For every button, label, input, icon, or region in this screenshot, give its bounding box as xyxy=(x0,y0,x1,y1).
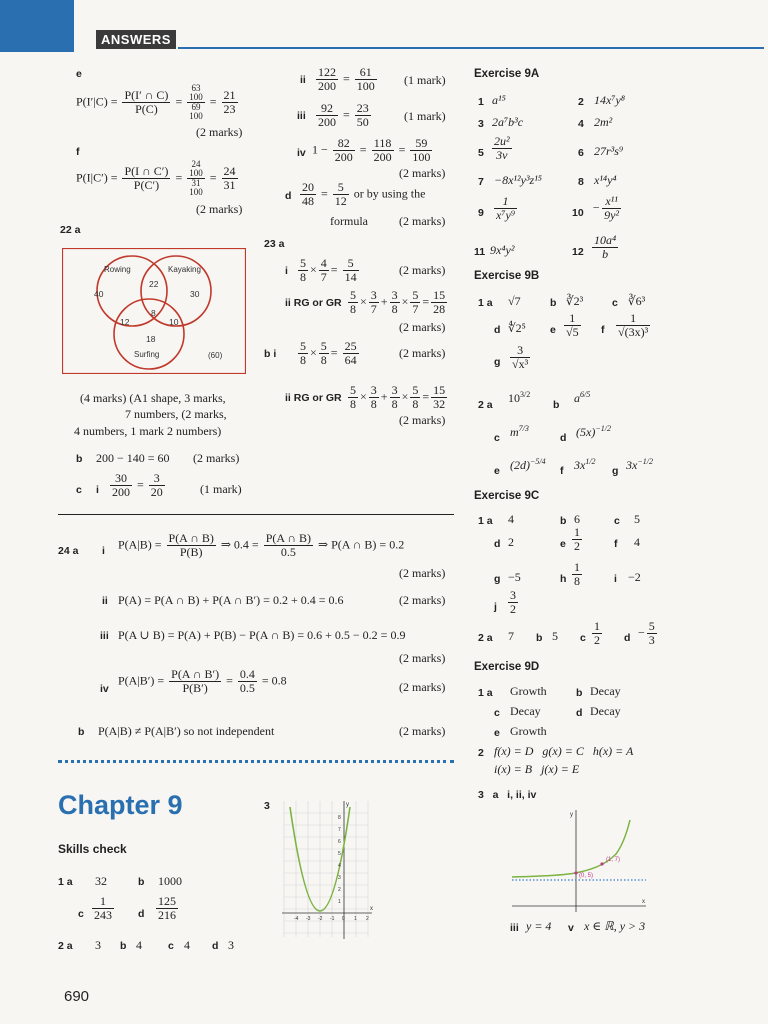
ex9b-q2f-label: f xyxy=(560,465,564,477)
skills-q2d: 3 xyxy=(228,938,234,952)
skills-q1d-label: d xyxy=(138,908,145,920)
q22ci-marks: (1 mark) xyxy=(200,482,242,496)
q21e-expression: P(I′|C) = $\frac{P(I' \cap C)}{P(C)}$ = 63 100 69 100 = $\frac{21}{23}$ xyxy=(76,83,236,121)
q22b-marks: (2 marks) xyxy=(193,451,240,465)
ex9b-q1f: $\frac{1}{\text{√(3x)³}}$ xyxy=(618,311,649,339)
q24ai-answer: P(A|B) = $\frac{P(A \cap B)}{P(B)}$ ⇒ 0.4 = $\frac{P(A \cap B)}{0.5}$ ⇒ P(A ∩ B) = 0.2 xyxy=(118,531,405,559)
q23bii-label: ii RG or GR xyxy=(285,392,342,404)
ex9d-q2-line1: f(x) = D g(x) = C h(x) = A xyxy=(494,744,634,758)
ex9a-q4: 2m² xyxy=(594,115,613,129)
chapter-dotted-divider xyxy=(58,760,454,763)
ex9d-q1c: Decay xyxy=(510,704,541,718)
venn-label-kayaking: Kayaking xyxy=(168,265,201,274)
q24aii-label: ii xyxy=(102,595,108,607)
q21f-expression: P(I|C′) = $\frac{P(I \cap C')}{P(C')}$ = 24 100 31 100 = $\frac{24}{31}$ xyxy=(76,159,236,197)
skills-q1b-label: b xyxy=(138,876,145,888)
q24aiii-answer: P(A ∪ B) = P(A) + P(B) − P(A ∩ B) = 0.6 + 0.5 − 0.2 = 0.9 xyxy=(118,628,406,642)
q22ciii-marks: (1 mark) xyxy=(404,109,446,123)
graph-x-tick-label: -4 xyxy=(294,916,299,922)
q23bi-label: b i xyxy=(264,348,277,360)
ex9c-q1i: −2 xyxy=(628,570,641,584)
q24aiv-answer: P(A|B′) = $\frac{P(A \cap B')}{P(B')}$ = $\frac{0.4}{0.5}$ = 0.8 xyxy=(118,667,287,695)
ex9a-q1: a¹⁵ xyxy=(492,93,506,107)
ex9c-q2a: 7 xyxy=(508,629,514,643)
graph-x-tick-label: -1 xyxy=(330,916,335,922)
graph-y-label: y xyxy=(570,812,573,818)
q24aii-answer: P(A) = P(A ∩ B) + P(A ∩ B′) = 0.2 + 0.4 = 0.6 xyxy=(118,593,344,607)
graph-y-tick-label: 5 xyxy=(338,851,341,857)
ex9c-q2d: − $\frac{5}{3}$ xyxy=(638,619,655,647)
section-divider xyxy=(58,514,454,515)
q22d-answer: $\frac{20}{48}$ = $\frac{5}{12}$ or by using the xyxy=(302,180,426,208)
venn-surfing-only: 18 xyxy=(146,334,156,344)
ex9b-q1a: √7 xyxy=(508,294,521,308)
ex9a-q6-label: 6 xyxy=(578,147,584,159)
ex9d-q1c-label: c xyxy=(494,707,500,719)
q21f-marks: (2 marks) xyxy=(196,202,243,216)
ex9c-q2c: $\frac{1}{2}$ xyxy=(594,619,600,647)
q22b-answer: 200 − 140 = 60 xyxy=(96,451,170,465)
ex9d-q3v: x ∈ ℝ, y > 3 xyxy=(584,919,646,933)
ex9a-q11: 9x⁴y² xyxy=(490,243,515,257)
ex9a-q3-label: 3 xyxy=(478,118,484,130)
skills-q2d-label: d xyxy=(212,940,219,952)
venn-outside: (60) xyxy=(208,351,223,360)
ex9b-q2d: $(5x)^{-1/2}$ xyxy=(576,424,611,439)
ex9b-q1d-label: d xyxy=(494,324,501,336)
ex9d-q3iii: y = 4 xyxy=(526,919,552,933)
ex9c-q1d: 2 xyxy=(508,535,514,549)
skills-q1a: 32 xyxy=(95,874,107,888)
ex9d-q1d-label: d xyxy=(576,707,583,719)
q23aii-answer: $\frac{5}{8}$ × $\frac{3}{7}$ + $\frac{3}{8}$ × $\frac{5}{7}$ = $\frac{15}{28}$ xyxy=(350,288,446,316)
ex9a-q3: 2a⁷b³c xyxy=(492,115,524,129)
q22c-label: c xyxy=(76,484,82,496)
ex9a-q11-label: 11 xyxy=(474,246,486,258)
skills-q1d: $\frac{125}{216}$ xyxy=(158,894,176,922)
ex9c-q1e: $\frac{1}{2}$ xyxy=(574,525,580,553)
q22cii-marks: (1 mark) xyxy=(404,73,446,87)
ex9c-q1j: $\frac{3}{2}$ xyxy=(510,588,516,616)
graph-y-tick-label: 2 xyxy=(338,887,341,893)
venn-rowing-surfing: 12 xyxy=(120,317,130,327)
exercise-9d-title: Exercise 9D xyxy=(474,661,540,673)
graph-y-tick-label: 6 xyxy=(338,839,341,845)
ex9d-q1e: Growth xyxy=(510,724,547,738)
q24b-marks: (2 marks) xyxy=(399,724,446,738)
ex9b-q1e: $\frac{1}{√5}$ xyxy=(566,311,579,339)
ex9d-q1b-label: b xyxy=(576,687,583,699)
graph-y-tick-label: 1 xyxy=(338,899,341,905)
ex9d-q3iii-label: iii xyxy=(510,922,519,934)
ex9b-q1a-label: 1 a xyxy=(478,297,493,309)
graph-x-tick-label: -2 xyxy=(318,916,323,922)
ex9c-q1h-label: h xyxy=(560,573,567,585)
skills-q1a-label: 1 a xyxy=(58,876,73,888)
q23bi-answer: $\frac{5}{8}$ × $\frac{5}{8}$ = $\frac{25}{64}$ xyxy=(300,339,357,367)
ex9d-q3v-label: v xyxy=(568,922,574,934)
ex9a-q4-label: 4 xyxy=(578,118,584,130)
ex9b-q2c-label: c xyxy=(494,432,500,444)
ex9c-q1d-label: d xyxy=(494,538,501,550)
ex9b-q2d-label: d xyxy=(560,432,567,444)
ex9c-q1c: 5 xyxy=(634,512,640,526)
q21e-label: e xyxy=(76,68,82,80)
q23bii-marks: (2 marks) xyxy=(399,413,446,427)
venn-diagram xyxy=(62,248,246,374)
venn-rowing-kayaking: 22 xyxy=(149,279,159,289)
ex9d-q2-line2: i(x) = B j(x) = E xyxy=(494,762,580,776)
exercise-9b-title: Exercise 9B xyxy=(474,270,540,282)
graph-x-tick-label: 0 xyxy=(342,916,345,922)
ex9c-q1f: 4 xyxy=(634,535,640,549)
ex9a-q2-label: 2 xyxy=(578,96,584,108)
q22ciii-answer: $\frac{92}{200}$ = $\frac{23}{50}$ xyxy=(318,101,369,129)
graph-y-tick-label: 4 xyxy=(338,863,341,869)
ex9a-q7-label: 7 xyxy=(478,176,484,188)
ex9b-q2b: $a^{6/5}$ xyxy=(574,390,591,405)
ex9d-q1d: Decay xyxy=(590,704,621,718)
ex9d-q1b: Decay xyxy=(590,684,621,698)
chapter-title: Chapter 9 xyxy=(58,790,183,820)
q22cii-answer: $\frac{122}{200}$ = $\frac{61}{100}$ xyxy=(318,65,375,93)
q23ai-marks: (2 marks) xyxy=(399,263,446,277)
q22ci-label: i xyxy=(96,484,99,496)
graph-x-label: x xyxy=(642,899,645,905)
point-0-5-label: (0, 5) xyxy=(579,873,594,879)
ex9c-q1a-label: 1 a xyxy=(478,515,493,527)
ex9d-q1a: Growth xyxy=(510,684,547,698)
point-0-5 xyxy=(574,871,577,874)
ex9b-q2a-label: 2 a xyxy=(478,399,493,411)
ex9c-q1c-label: c xyxy=(614,515,620,527)
ex9a-q9: $\frac{1}{\text{x⁷y⁹}}$ xyxy=(496,194,515,222)
ex9a-q1-label: 1 xyxy=(478,96,484,108)
venn-rowing-only: 40 xyxy=(94,289,104,299)
venn-all-three: 8 xyxy=(151,308,156,318)
q24ai-label: i xyxy=(102,545,105,557)
ex9b-q1b-label: b xyxy=(550,297,557,309)
exercise-9a-title: Exercise 9A xyxy=(474,68,540,80)
graph-x-tick-label: -3 xyxy=(306,916,311,922)
ex9a-q12: $\frac{\text{10a⁴}}{b}$ xyxy=(594,233,617,261)
point-1-7-label: (1, 7) xyxy=(606,857,621,863)
q24aiii-marks: (2 marks) xyxy=(399,651,446,665)
ex9b-q1d: ∜2⁵ xyxy=(508,321,526,335)
ex9a-q8-label: 8 xyxy=(578,176,584,188)
exercise-9c-title: Exercise 9C xyxy=(474,490,540,502)
ex9c-q1j-label: j xyxy=(494,601,497,613)
skills-q2c: 4 xyxy=(184,938,190,952)
q22civ-label: iv xyxy=(297,147,306,159)
venn-kayaking-only: 30 xyxy=(190,289,200,299)
q23bii-answer: $\frac{5}{8}$ × $\frac{3}{8}$ + $\frac{3}{8}$ × $\frac{5}{8}$ = $\frac{15}{32}$ xyxy=(350,383,446,411)
q24aiii-label: iii xyxy=(100,630,109,642)
q21e-marks: (2 marks) xyxy=(196,125,243,139)
ex9b-q1g: $\frac{3}{\text{√x³}}$ xyxy=(512,343,529,371)
ex9c-q1f-label: f xyxy=(614,538,618,550)
ex9c-q2d-label: d xyxy=(624,632,631,644)
skills-q1b: 1000 xyxy=(158,874,182,888)
page-number: 690 xyxy=(64,988,90,1005)
q24a-label: 24 a xyxy=(58,545,79,557)
ex9a-q5-label: 5 xyxy=(478,147,484,159)
q22a-marks-line3: 4 numbers, 1 mark 2 numbers) xyxy=(74,424,222,438)
graph-y-label: y xyxy=(346,802,349,808)
ex9c-q1g-label: g xyxy=(494,573,501,585)
ex9b-q2a: $10^{3/2}$ xyxy=(508,390,531,405)
ex9a-q5: $\frac{\text{2u²}}{3v}$ xyxy=(494,134,510,162)
graph-x-label: x xyxy=(370,906,373,912)
header-blue-tab xyxy=(0,0,74,52)
ex9a-q7: −8x¹²y³z¹⁵ xyxy=(494,173,542,187)
graph-x-tick-label: 2 xyxy=(366,916,369,922)
graph-x-tick-label: 1 xyxy=(354,916,357,922)
skills-q2b: 4 xyxy=(136,938,142,952)
ex9d-q1a-label: 1 a xyxy=(478,687,493,699)
header-rule xyxy=(178,47,764,49)
q22-label: 22 a xyxy=(60,224,81,236)
ex9c-q2b-label: b xyxy=(536,632,543,644)
q24aiv-marks: (2 marks) xyxy=(399,680,446,694)
graph-y-tick-label: 7 xyxy=(338,827,341,833)
q23ai-label: i xyxy=(285,265,288,277)
q23ai-answer: $\frac{5}{8}$ × $\frac{4}{7}$ = $\frac{5}{14}$ xyxy=(300,256,357,284)
point-1-7 xyxy=(600,862,603,865)
skills-q2a: 3 xyxy=(95,938,101,952)
section-header: ANSWERS xyxy=(96,30,176,49)
q22civ-answer: 1 − $\frac{82}{200}$ = $\frac{118}{200}$ = $\frac{59}{100}$ xyxy=(312,136,431,164)
ex9d-q3-label: 3 a i, ii, iv xyxy=(478,789,537,801)
skills-q1c-label: c xyxy=(78,908,84,920)
ex9c-q2b: 5 xyxy=(552,629,558,643)
ex9b-q1g-label: g xyxy=(494,356,501,368)
ex9b-q2e-label: e xyxy=(494,465,500,477)
ex9c-q1e-label: e xyxy=(560,538,566,550)
ex9b-q2b-label: b xyxy=(553,399,560,411)
graph-y-tick-label: 8 xyxy=(338,815,341,821)
q22ci-answer: $\frac{30}{200}$ = $\frac{3}{20}$ xyxy=(112,471,163,499)
q22d-formula: formula xyxy=(330,214,368,228)
ex9c-q1b: 6 xyxy=(574,512,580,526)
graph-y-tick-label: 3 xyxy=(338,875,341,881)
skills-q1c: $\frac{1}{243}$ xyxy=(94,894,112,922)
ex9b-q2g: $3x^{-1/2}$ xyxy=(626,457,653,472)
ex9c-q2c-label: c xyxy=(580,632,586,644)
ex9c-q1i-label: i xyxy=(614,573,617,585)
skills-q2b-label: b xyxy=(120,940,127,952)
ex9d-q2-label: 2 xyxy=(478,747,484,759)
ex9c-q1b-label: b xyxy=(560,515,567,527)
ex9b-q2e: $(2d)^{-5/4}$ xyxy=(510,457,546,472)
q23-label: 23 a xyxy=(264,238,285,250)
ex9d-q3-graph xyxy=(508,806,648,918)
skills-q2a-label: 2 a xyxy=(58,940,73,952)
ex9c-q1h: $\frac{1}{8}$ xyxy=(574,560,580,588)
exponential-curve xyxy=(512,820,630,877)
q22d-label: d xyxy=(285,190,292,202)
q22civ-marks: (2 marks) xyxy=(399,166,446,180)
ex9a-q8: x¹⁴y⁴ xyxy=(594,173,617,187)
ex9b-q1c-label: c xyxy=(612,297,618,309)
q22cii-label: ii xyxy=(300,74,306,86)
ex9a-q6: 27r³s⁹ xyxy=(594,144,624,158)
skills-q3-label: 3 xyxy=(264,800,270,812)
ex9b-q2g-label: g xyxy=(612,465,619,477)
skills-q2c-label: c xyxy=(168,940,174,952)
q22d-marks: (2 marks) xyxy=(399,214,446,228)
q24b-answer: P(A|B) ≠ P(A|B′) so not independent xyxy=(98,724,275,738)
venn-kayaking-surfing: 10 xyxy=(169,317,179,327)
ex9b-q1c: ∛6³ xyxy=(628,294,646,308)
ex9d-q1e-label: e xyxy=(494,727,500,739)
ex9c-q2a-label: 2 a xyxy=(478,632,493,644)
ex9c-q1a: 4 xyxy=(508,512,514,526)
venn-label-rowing: Rowing xyxy=(104,265,131,274)
q22ciii-label: iii xyxy=(297,110,306,122)
q24aii-marks: (2 marks) xyxy=(399,593,446,607)
ex9c-q1g: −5 xyxy=(508,570,521,584)
q21f-label: f xyxy=(76,146,80,158)
ex9a-q10-label: 10 xyxy=(572,207,584,219)
ex9b-q2c: $m^{7/3}$ xyxy=(510,424,529,439)
q24aiv-label: iv xyxy=(100,683,109,695)
ex9a-q9-label: 9 xyxy=(478,207,484,219)
venn-label-surfing: Surfing xyxy=(134,350,160,359)
q24b-label: b xyxy=(78,726,85,738)
skills-check-title: Skills check xyxy=(58,842,127,856)
ex9b-q2f: $3x^{1/2}$ xyxy=(574,457,596,472)
q24ai-marks: (2 marks) xyxy=(399,566,446,580)
ex9a-q10: − $\frac{\text{x¹¹}}{\text{9y²}}$ xyxy=(592,194,620,222)
q22a-marks-line2: 7 numbers, (2 marks, xyxy=(125,407,227,421)
ex9b-q1e-label: e xyxy=(550,324,556,336)
ex9b-q1b: ∛2³ xyxy=(566,294,584,308)
skills-q3-graph xyxy=(280,797,376,943)
ex9a-q12-label: 12 xyxy=(572,246,584,258)
q22b-label: b xyxy=(76,453,83,465)
q23aii-label: ii RG or GR xyxy=(285,297,342,309)
q23bi-marks: (2 marks) xyxy=(399,346,446,360)
q23aii-marks: (2 marks) xyxy=(399,320,446,334)
q22a-marks-line1: (4 marks) (A1 shape, 3 marks, xyxy=(80,391,226,405)
ex9b-q1f-label: f xyxy=(601,324,605,336)
ex9a-q2: 14x⁷y⁸ xyxy=(594,93,625,107)
